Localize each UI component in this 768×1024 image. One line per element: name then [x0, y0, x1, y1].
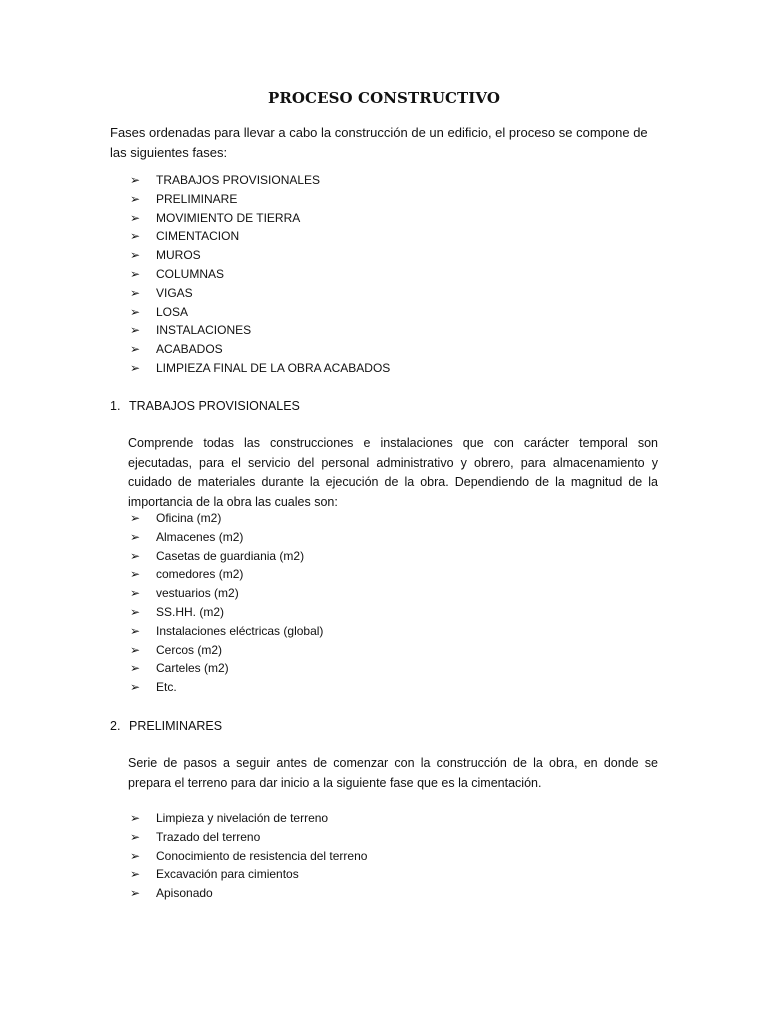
arrow-bullet-icon: ➢: [130, 285, 141, 300]
section-heading: [110, 399, 300, 413]
list-item-label: Casetas de guardiania (m2): [156, 548, 305, 563]
section-paragraph: Serie de pasos a seguir antes de comenzar con la construcción de la obra, en donde se prepara el terreno para dar inicio a la siguiente fase que es la cimentación.: [128, 756, 658, 790]
arrow-bullet-icon: ➢: [130, 586, 141, 601]
list-item-label: Instalaciones eléctricas (global): [156, 623, 324, 638]
arrow-bullet-icon: ➢: [130, 323, 141, 338]
document-title: PROCESO CONSTRUCTIVO: [267, 89, 501, 107]
list-item-label: Apisonado: [156, 886, 213, 901]
arrow-bullet-icon: ➢: [130, 548, 141, 563]
list-item-label: Carteles (m2): [156, 661, 229, 676]
arrow-bullet-icon: ➢: [130, 661, 141, 676]
section-number: 2.: [110, 719, 121, 733]
list-item-label: Trazado del terreno: [156, 829, 261, 844]
section-heading: [110, 719, 222, 733]
list-item-label: Limpieza y nivelación de terreno: [156, 811, 329, 825]
section-title: PRELIMINARES: [129, 719, 223, 733]
intro-paragraph: Fases ordenadas para llevar a cabo la construcción de un edificio, el proceso se compone de las siguientes fases:: [110, 125, 648, 160]
arrow-bullet-icon: ➢: [130, 829, 141, 844]
list-item-label: comedores (m2): [156, 567, 244, 582]
arrow-bullet-icon: ➢: [130, 642, 141, 657]
list-item-label: ACABADOS: [156, 342, 223, 357]
arrow-bullet-icon: ➢: [130, 623, 141, 638]
list-item: [130, 321, 390, 340]
arrow-bullet-icon: ➢: [130, 342, 141, 357]
list-item: [130, 171, 390, 190]
list-item: [130, 678, 323, 697]
list-item: [130, 565, 323, 584]
phases-list: [130, 171, 391, 378]
list-item: [130, 265, 390, 284]
list-item: [130, 528, 323, 547]
list-item: [130, 246, 390, 265]
list-item: [130, 284, 390, 303]
list-item: [130, 190, 390, 209]
list-item: [130, 622, 324, 641]
list-item-label: MOVIMIENTO DE TIERRA: [156, 210, 301, 225]
list-item: [130, 509, 323, 528]
list-item: [130, 547, 323, 566]
list-item-label: Oficina (m2): [156, 511, 222, 525]
list-item: [130, 340, 390, 359]
list-item-label: TRABAJOS PROVISIONALES: [156, 173, 321, 187]
section-item-list: [130, 509, 324, 697]
list-item-label: INSTALACIONES: [156, 323, 252, 338]
list-item: [130, 227, 390, 246]
arrow-bullet-icon: ➢: [130, 848, 141, 863]
section-title: TRABAJOS PROVISIONALES: [129, 399, 300, 413]
list-item-label: LIMPIEZA FINAL DE LA OBRA ACABADOS: [156, 360, 391, 375]
arrow-bullet-icon: ➢: [130, 229, 141, 244]
section-number: 1.: [110, 399, 121, 413]
list-item-label: MUROS: [156, 248, 201, 263]
list-item: [130, 659, 323, 678]
list-item-label: CIMENTACION: [156, 229, 240, 244]
list-item: [130, 209, 390, 228]
list-item-label: Cercos (m2): [156, 642, 223, 657]
arrow-bullet-icon: ➢: [130, 529, 141, 544]
list-item: [130, 303, 390, 322]
list-item: [130, 603, 323, 622]
list-item: [130, 809, 367, 828]
arrow-bullet-icon: ➢: [130, 210, 141, 225]
list-item-label: SS.HH. (m2): [156, 604, 225, 619]
arrow-bullet-icon: ➢: [130, 680, 141, 695]
list-item-label: VIGAS: [156, 285, 193, 300]
arrow-bullet-icon: ➢: [130, 604, 141, 619]
list-item-label: Almacenes (m2): [156, 529, 244, 544]
list-item: [130, 359, 391, 378]
list-item-label: Excavación para cimientos: [156, 867, 299, 882]
list-item-label: vestuarios (m2): [156, 586, 239, 601]
arrow-bullet-icon: ➢: [130, 191, 141, 206]
list-item: [130, 847, 368, 866]
arrow-bullet-icon: ➢: [130, 360, 141, 375]
list-item-label: PRELIMINARE: [156, 191, 238, 206]
arrow-bullet-icon: ➢: [130, 173, 141, 187]
section-item-list: [130, 809, 368, 903]
list-item: [130, 828, 367, 847]
list-item: [130, 641, 323, 660]
arrow-bullet-icon: ➢: [130, 867, 141, 882]
arrow-bullet-icon: ➢: [130, 886, 141, 901]
list-item-label: Etc.: [156, 680, 177, 695]
list-item-label: LOSA: [156, 304, 189, 319]
arrow-bullet-icon: ➢: [130, 811, 141, 825]
arrow-bullet-icon: ➢: [130, 511, 141, 525]
list-item-label: COLUMNAS: [156, 266, 225, 281]
list-item: [130, 584, 323, 603]
section-paragraph: Comprende todas las construcciones e instalaciones que con carácter temporal son ejecutadas, para el servicio del personal administrativo y obrero, para almacenamiento y cuidado de materiales durante la ejecución de la obra. Dependiendo de la magnitud de la importancia de la obra las cuales son:: [128, 436, 658, 509]
arrow-bullet-icon: ➢: [130, 266, 141, 281]
list-item: [130, 865, 367, 884]
arrow-bullet-icon: ➢: [130, 304, 141, 319]
arrow-bullet-icon: ➢: [130, 567, 141, 582]
list-item-label: Conocimiento de resistencia del terreno: [156, 848, 368, 863]
list-item: [130, 884, 367, 903]
arrow-bullet-icon: ➢: [130, 248, 141, 263]
